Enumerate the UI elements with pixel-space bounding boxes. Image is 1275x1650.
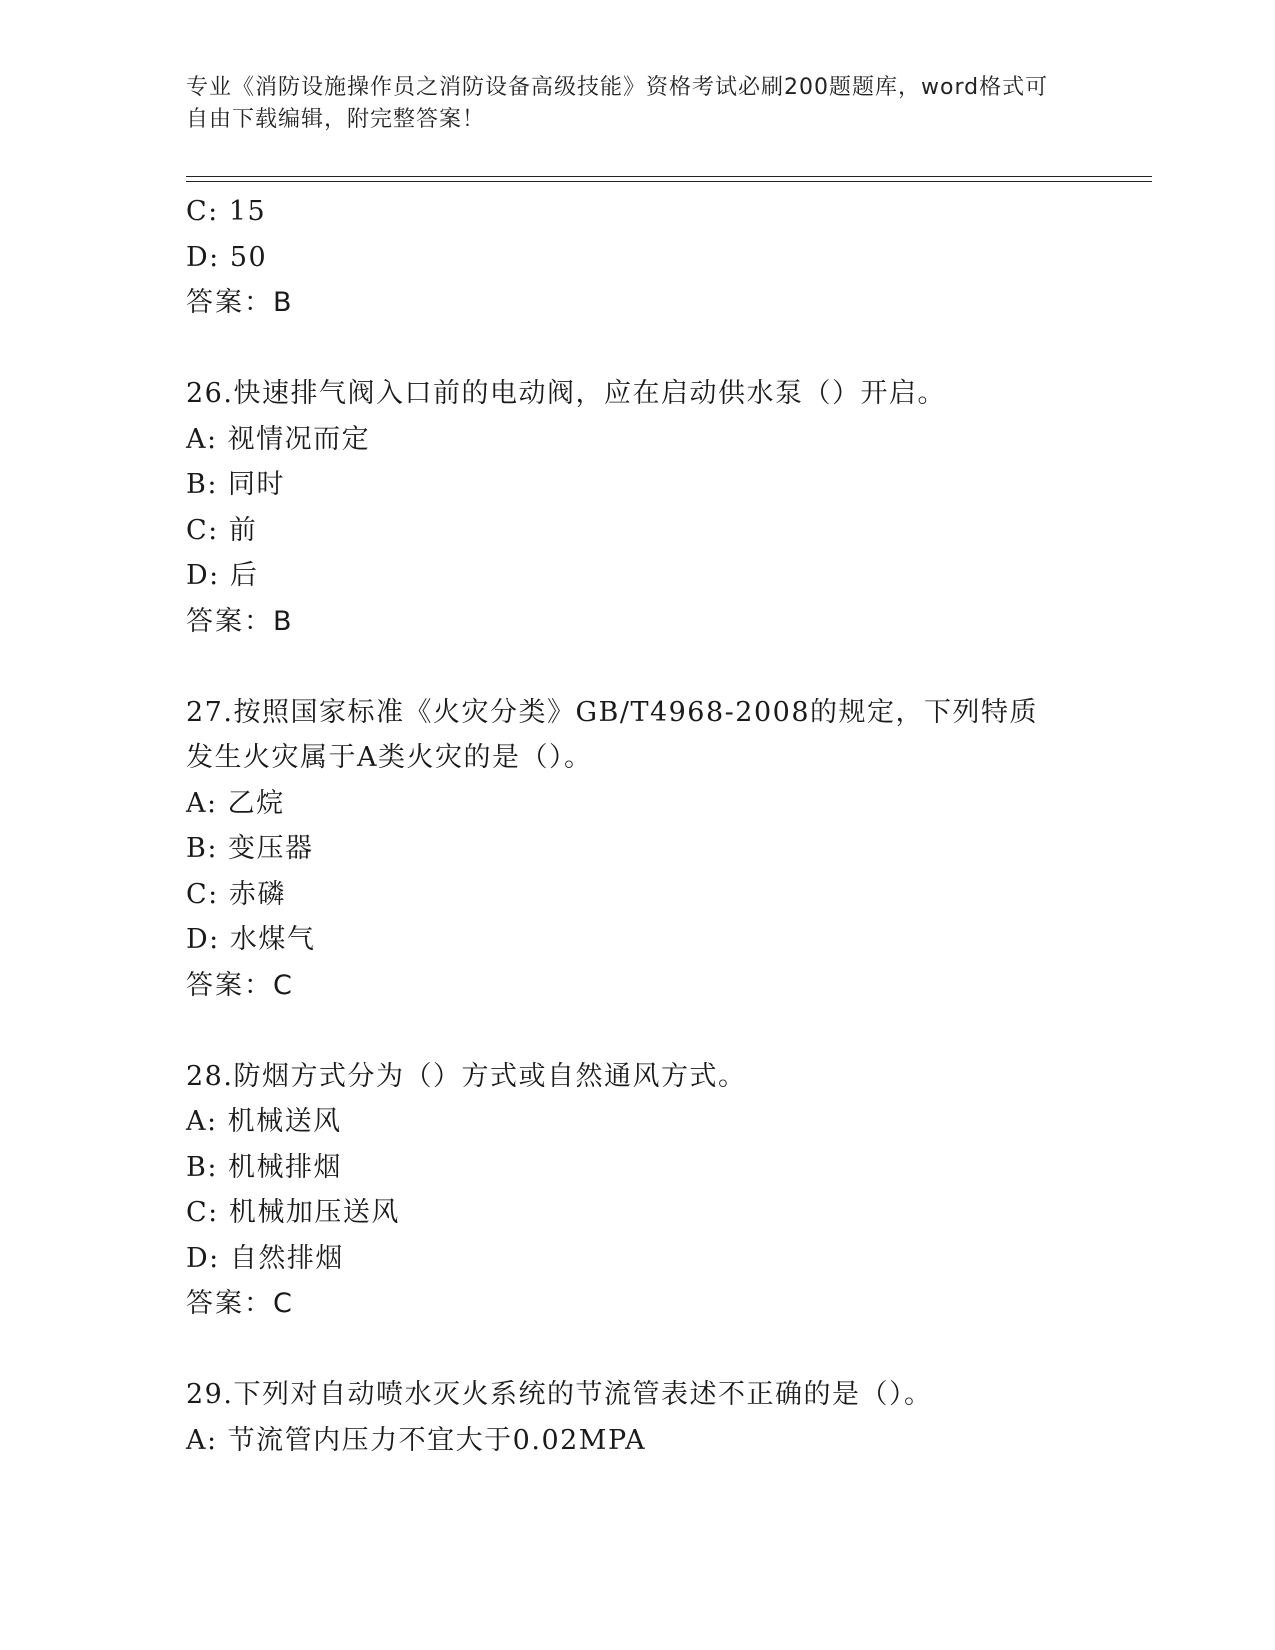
question-28 [186, 1054, 1152, 1327]
option: A: 乙烷 [186, 787, 285, 819]
question-text: 28.防烟方式分为（）方式或自然通风方式。 [186, 1060, 747, 1092]
option: A: 节流管内压力不宜大于0.02MPA [186, 1424, 647, 1456]
option: C: 机械加压送风 [186, 1197, 400, 1228]
prev-question [186, 189, 1152, 326]
question-text: 26.快速排气阀入口前的电动阀，应在启动供水泵（）开启。 [186, 378, 946, 409]
answer: 答案：C [186, 1288, 294, 1319]
header-divider-top [186, 176, 1152, 177]
option: A: 机械送风 [186, 1106, 342, 1137]
question-26 [186, 371, 1152, 644]
option: C: 赤磷 [186, 878, 286, 910]
option: D: 水煤气 [186, 924, 316, 955]
option: C: 15 [186, 196, 267, 227]
option: B: 同时 [186, 469, 286, 500]
question-text: 27.按照国家标准《火灾分类》GB/T4968-2008的规定，下列特质发生火灾属于A类火灾的是（）。 [186, 696, 1039, 773]
answer: 答案：B [186, 287, 294, 318]
option: B: 变压器 [186, 833, 314, 864]
option: C: 前 [186, 514, 258, 546]
option: B: 机械排烟 [186, 1151, 343, 1183]
option: D: 自然排烟 [186, 1242, 344, 1274]
answer: 答案：C [186, 969, 294, 1001]
header-divider-bottom [186, 181, 1152, 182]
question-27 [186, 690, 1152, 1009]
question-list [186, 189, 1152, 1463]
option: D: 后 [186, 560, 259, 591]
option: D: 50 [186, 241, 268, 273]
document-header: 专业《消防设施操作员之消防设备高级技能》资格考试必刷200题题库，word格式可自由下载编辑，附完整答案！ [186, 75, 1049, 132]
answer: 答案：B [186, 605, 294, 637]
question-text: 29.下列对自动喷水灭火系统的节流管表述不正确的是（）。 [186, 1379, 933, 1410]
option: A: 视情况而定 [186, 423, 371, 455]
question-29 [186, 1372, 1152, 1463]
